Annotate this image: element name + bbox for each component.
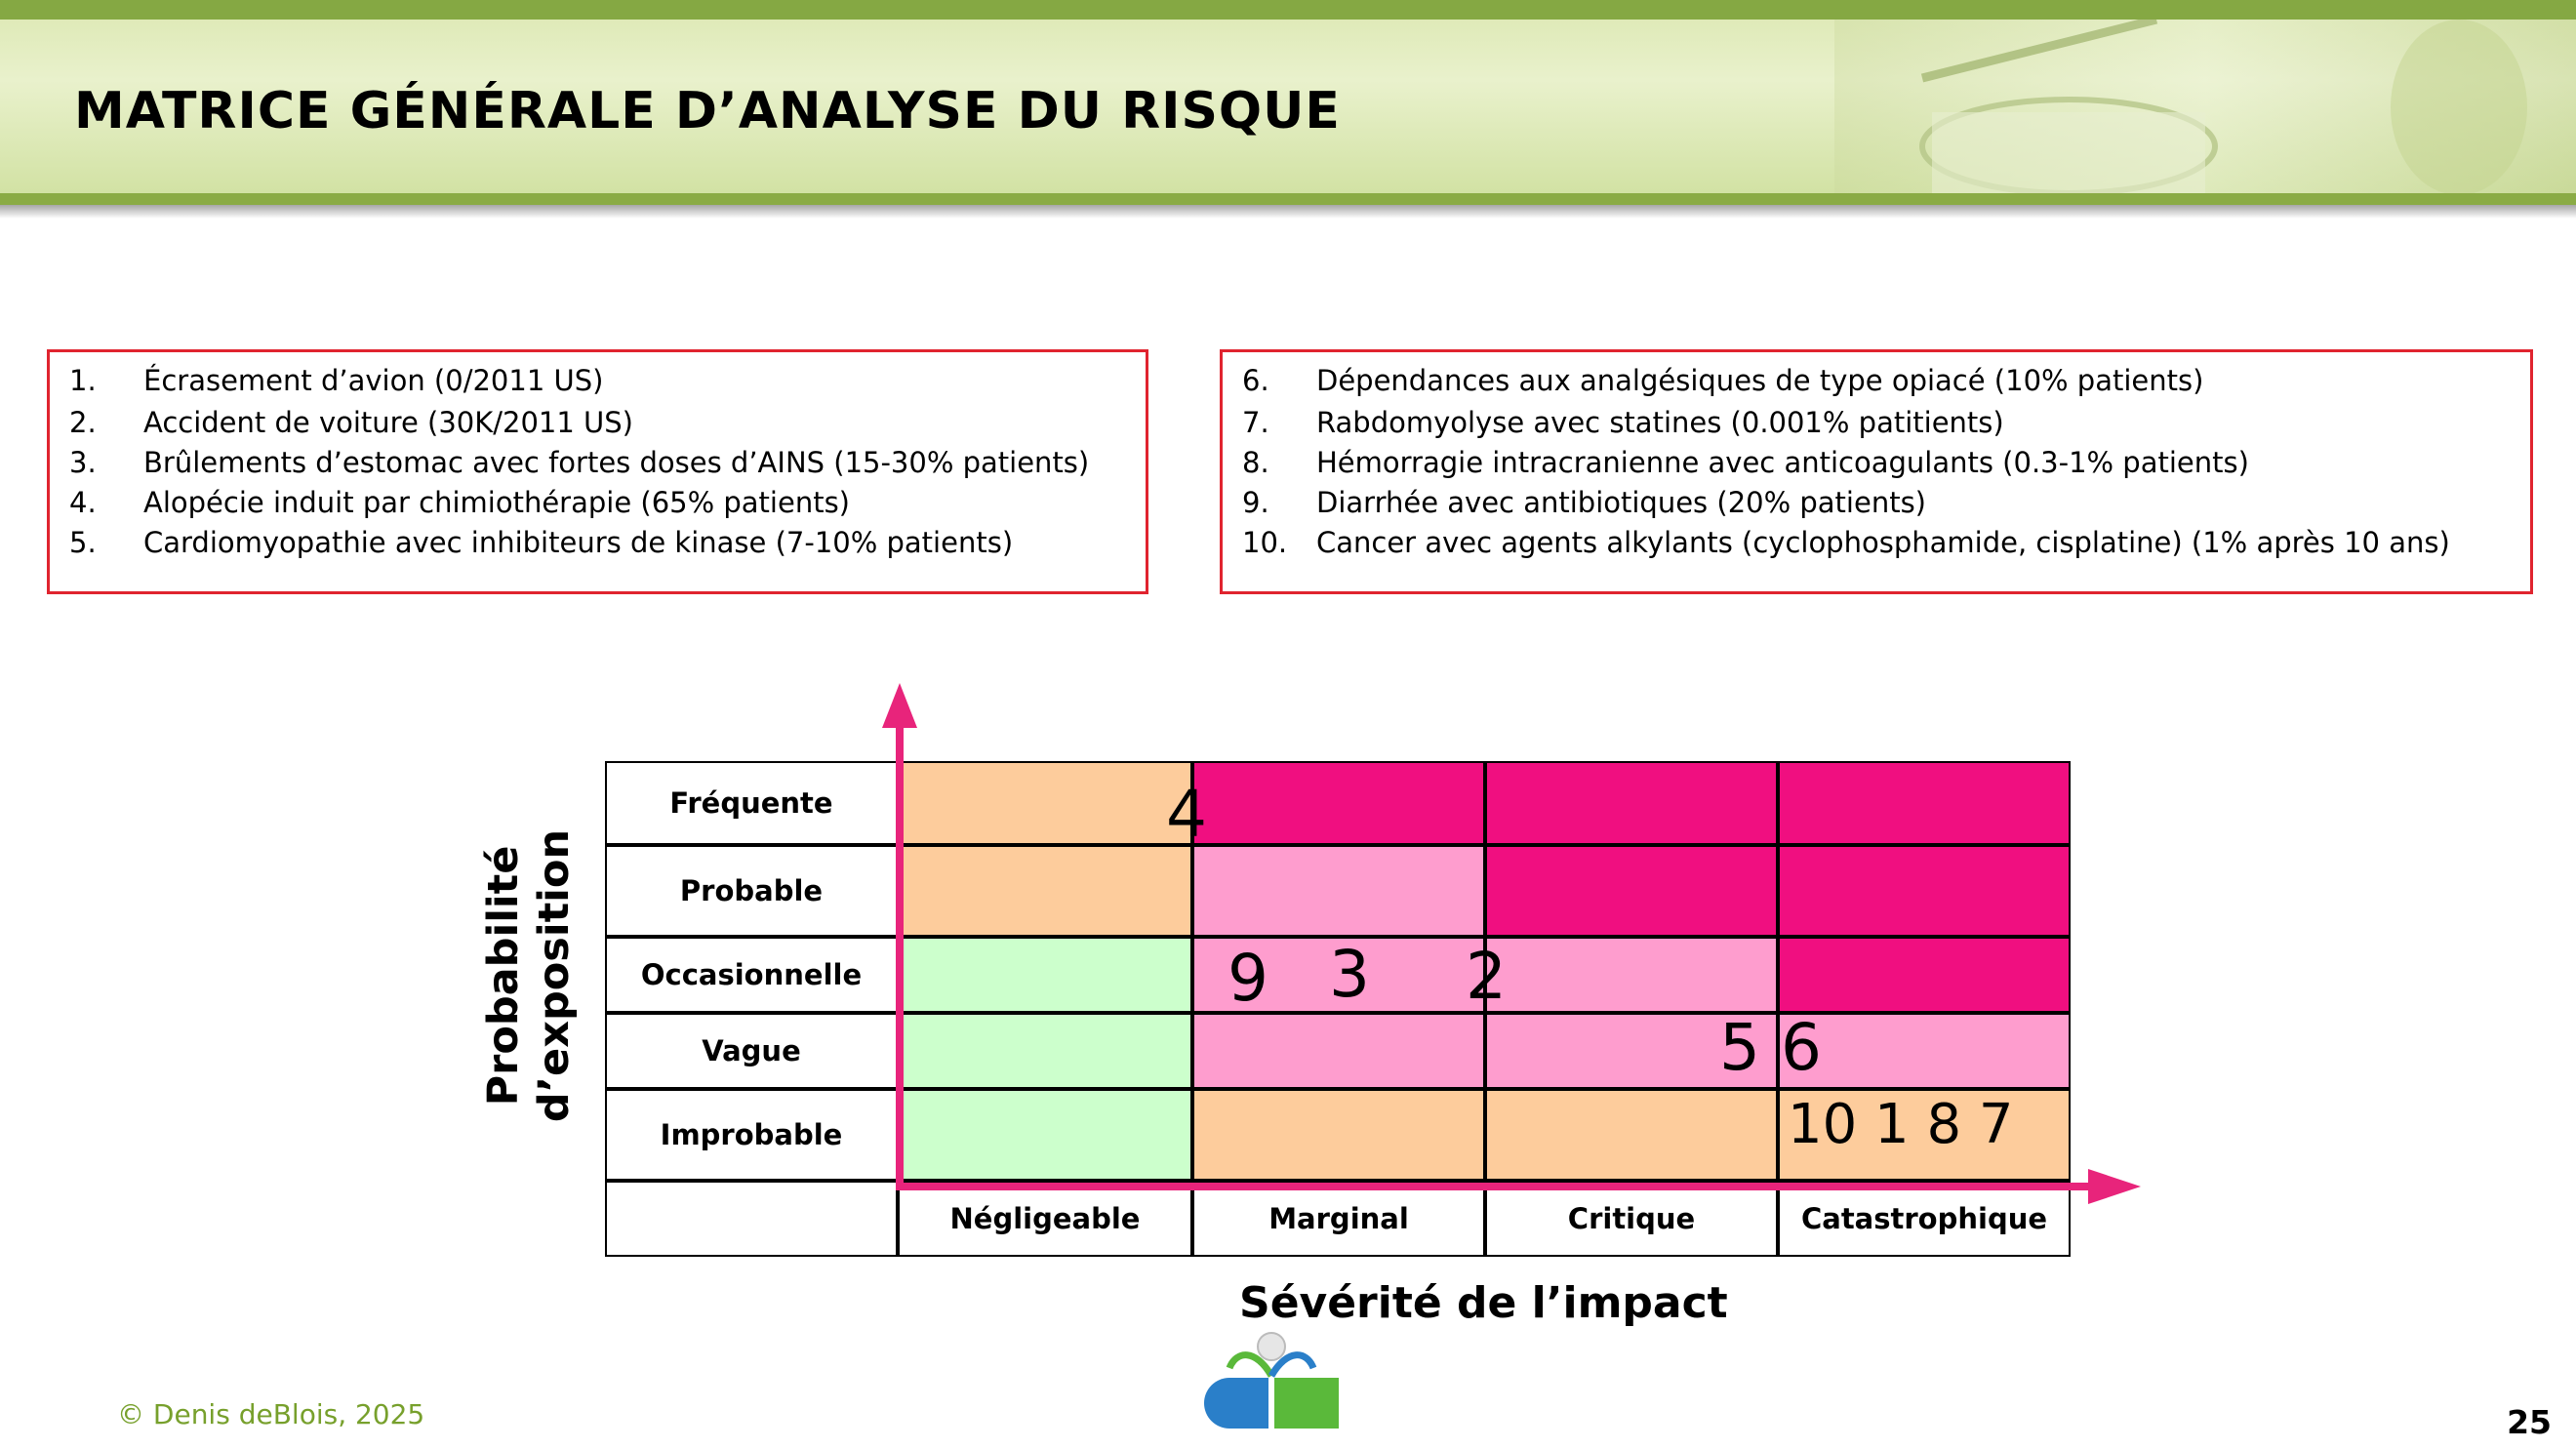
matrix-cell — [1192, 761, 1485, 845]
page-title: MATRICE GÉNÉRALE D’ANALYSE DU RISQUE — [74, 82, 1341, 141]
matrix-cell — [1485, 1089, 1778, 1181]
risk-list-left — [47, 349, 1148, 594]
matrix-cell — [1778, 937, 2071, 1013]
y-axis-title-line2: d’exposition — [530, 828, 579, 1123]
handwritten-annotation: 10 1 8 7 — [1788, 1093, 2014, 1156]
list-item-number: 3. — [69, 446, 97, 479]
pill-logo — [1202, 1329, 1341, 1438]
matrix-cell — [1778, 761, 2071, 845]
header-banner — [0, 0, 2576, 215]
list-item-number: 4. — [69, 486, 97, 519]
matrix-cell — [898, 1089, 1192, 1181]
list-item-text: Hémorragie intracranienne avec anticoagulants (0.3-1% patients) — [1316, 446, 2249, 479]
handwritten-annotation: 5 6 — [1719, 1010, 1822, 1085]
matrix-cell — [1192, 845, 1485, 937]
column-label: Catastrophique — [1778, 1181, 2071, 1257]
handwritten-annotation: 2 — [1466, 939, 1507, 1014]
list-item-number: 7. — [1242, 406, 1269, 439]
y-axis-arrowhead — [882, 683, 917, 728]
row-label: Occasionnelle — [605, 937, 898, 1013]
x-axis-title: Sévérité de l’impact — [1239, 1278, 1728, 1328]
y-axis-title-line1: Probabilité — [479, 845, 528, 1107]
row-label: Improbable — [605, 1089, 898, 1181]
list-item-text: Alopécie induit par chimiothérapie (65% patients) — [143, 486, 850, 519]
list-item-text: Dépendances aux analgésiques de type opiacé (10% patients) — [1316, 364, 2204, 397]
row-label: Vague — [605, 1013, 898, 1089]
list-item-text: Brûlements d’estomac avec fortes doses d’AINS (15-30% patients) — [143, 446, 1090, 479]
matrix-cell — [1485, 937, 1778, 1013]
matrix-cell — [1485, 761, 1778, 845]
handwritten-annotation: 9 — [1228, 941, 1268, 1016]
column-label: Marginal — [1192, 1181, 1485, 1257]
y-axis-title — [478, 820, 580, 1132]
list-item-number: 9. — [1242, 486, 1269, 519]
row-label: Fréquente — [605, 761, 898, 845]
column-label: Critique — [1485, 1181, 1778, 1257]
matrix-cell — [898, 761, 1192, 845]
handwritten-annotation: 4 — [1166, 777, 1207, 852]
risk-list-right — [1220, 349, 2533, 594]
list-item-text: Rabdomyolyse avec statines (0.001% patitients) — [1316, 406, 2004, 439]
matrix-cell — [1485, 845, 1778, 937]
list-item-text: Écrasement d’avion (0/2011 US) — [143, 364, 604, 397]
matrix-cell — [898, 937, 1192, 1013]
list-item-text: Cardiomyopathie avec inhibiteurs de kinase (7-10% patients) — [143, 526, 1014, 559]
x-axis-arrowhead — [2088, 1169, 2141, 1204]
list-item-number: 2. — [69, 406, 97, 439]
column-label: Négligeable — [898, 1181, 1192, 1257]
list-item-number: 10. — [1242, 526, 1288, 559]
list-item-text: Diarrhée avec antibiotiques (20% patients) — [1316, 486, 1926, 519]
matrix-cell — [1778, 845, 2071, 937]
matrix-cell — [1192, 1013, 1485, 1089]
copyright-footer: © Denis deBlois, 2025 — [117, 1398, 425, 1430]
matrix-cell — [898, 845, 1192, 937]
matrix-cell — [1192, 1089, 1485, 1181]
row-label: Probable — [605, 845, 898, 937]
list-item-number: 5. — [69, 526, 97, 559]
lab-glassware-image — [1834, 20, 2576, 193]
handwritten-annotation: 3 — [1329, 937, 1370, 1012]
matrix-corner-cell — [605, 1181, 898, 1257]
banner-bottom-stripe — [0, 193, 2576, 205]
list-item-number: 1. — [69, 364, 97, 397]
banner-top-stripe — [0, 0, 2576, 20]
page-number: 25 — [2507, 1403, 2552, 1441]
list-item-number: 8. — [1242, 446, 1269, 479]
banner-shadow — [0, 205, 2576, 219]
list-item-text: Accident de voiture (30K/2011 US) — [143, 406, 633, 439]
list-item-text: Cancer avec agents alkylants (cyclophosphamide, cisplatine) (1% après 10 ans) — [1316, 526, 2450, 559]
matrix-cell — [1778, 1013, 2071, 1089]
matrix-cell — [898, 1013, 1192, 1089]
list-item-number: 6. — [1242, 364, 1269, 397]
